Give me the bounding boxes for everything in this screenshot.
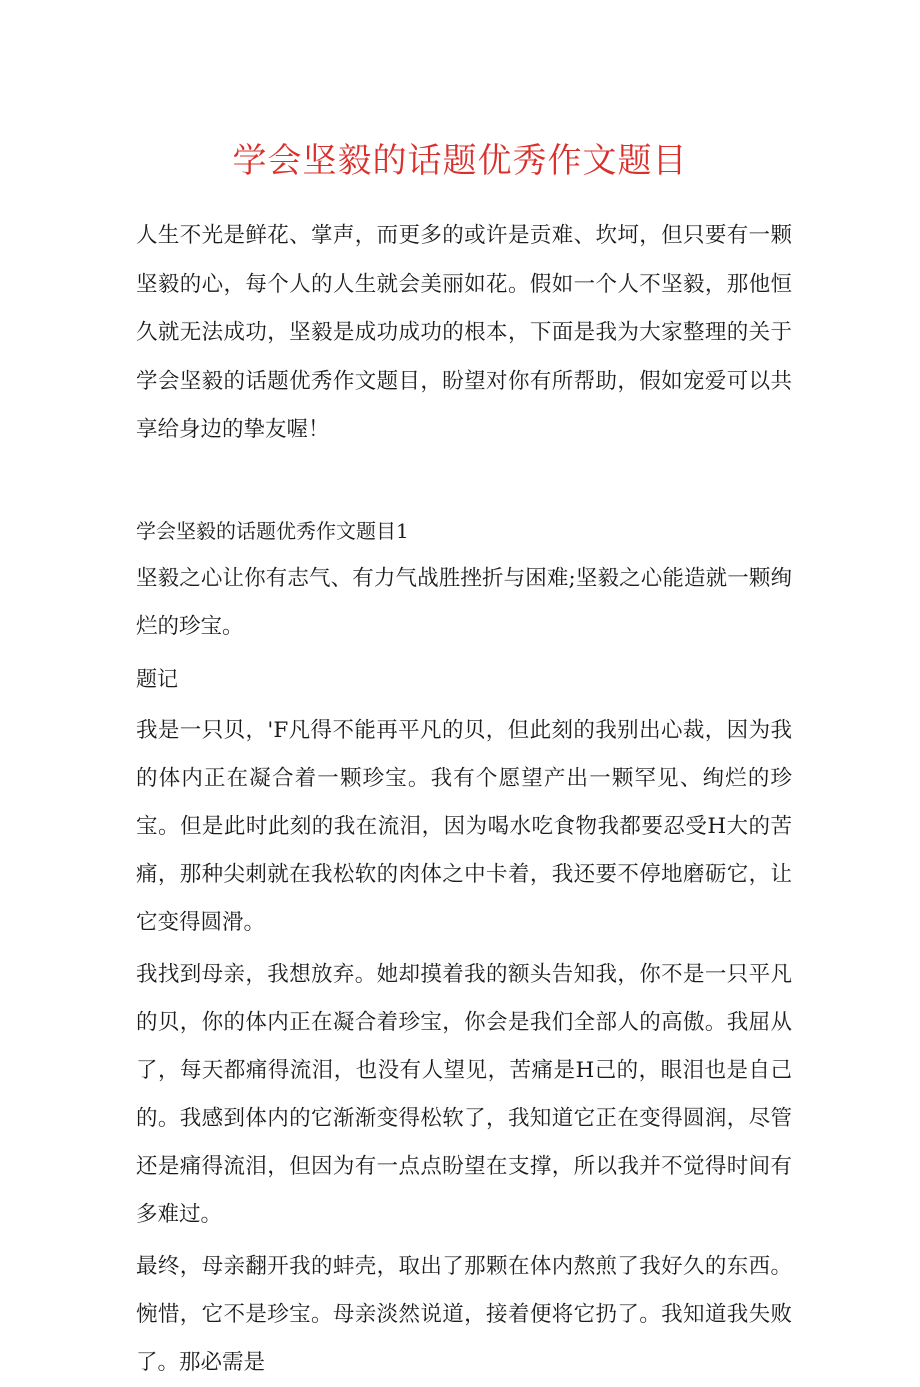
section-heading: 学会坚毅的话题优秀作文题目1 (136, 518, 409, 543)
intro-paragraph: 人生不光是鲜花、掌声，而更多的或许是贡难、坎坷，但只要有一颗坚毅的心，每个人的人生就会美丽如花。假如一个人不坚毅，那他恒久就无法成功，坚毅是成功成功的根本，下面是我为大家整理的关于学会坚毅的话题优秀作文题目，盼望对你有所帮助，假如宠爱可以共享给身边的挚友喔！ (136, 223, 792, 442)
body-paragraph-3: 我找到母亲，我想放弃。她却摸着我的额头告知我，你不是一只平凡的贝，你的体内正在凝合着珍宝，你会是我们全部人的高傲。我屈从了，每天都痛得流泪，也没有人望见，苦痛是H己的，眼泪也是自己的。我感到体内的它渐渐变得松软了，我知道它正在变得圆润，尽管还是痛得流泪，但因为有一点点盼望在支撑，所以我并不觉得时间有多难过。 (136, 961, 792, 1227)
body-paragraph-4: 最终，母亲翻开我的蚌壳，取出了那颗在体内熬煎了我好久的东西。惋惜，它不是珍宝。母亲淡然说道，接着便将它扔了。我知道我失败了。那必需是 (136, 1253, 792, 1375)
document-title: 学会坚毅的话题优秀作文题目 (232, 141, 688, 181)
body-paragraph-1: 坚毅之心让你有志气、有力气战胜挫折与困难;坚毅之心能造就一颗绚烂的珍宝。 (136, 565, 792, 639)
epigraph-label: 题记 (136, 666, 178, 691)
document-body (136, 212, 792, 1387)
body-paragraph-2: 我是一只贝，'F凡得不能再平凡的贝，但此刻的我别出心裁，因为我的体内正在凝合着一颗珍宝。我有个愿望产出一颗罕见、绚烂的珍宝。但是此时此刻的我在流泪，因为喝水吃食物我都要忍受H大的苦痛，那种尖刺就在我松软的肉体之中卡着，我还要不停地磨砺它，让它变得圆滑。 (136, 717, 792, 935)
